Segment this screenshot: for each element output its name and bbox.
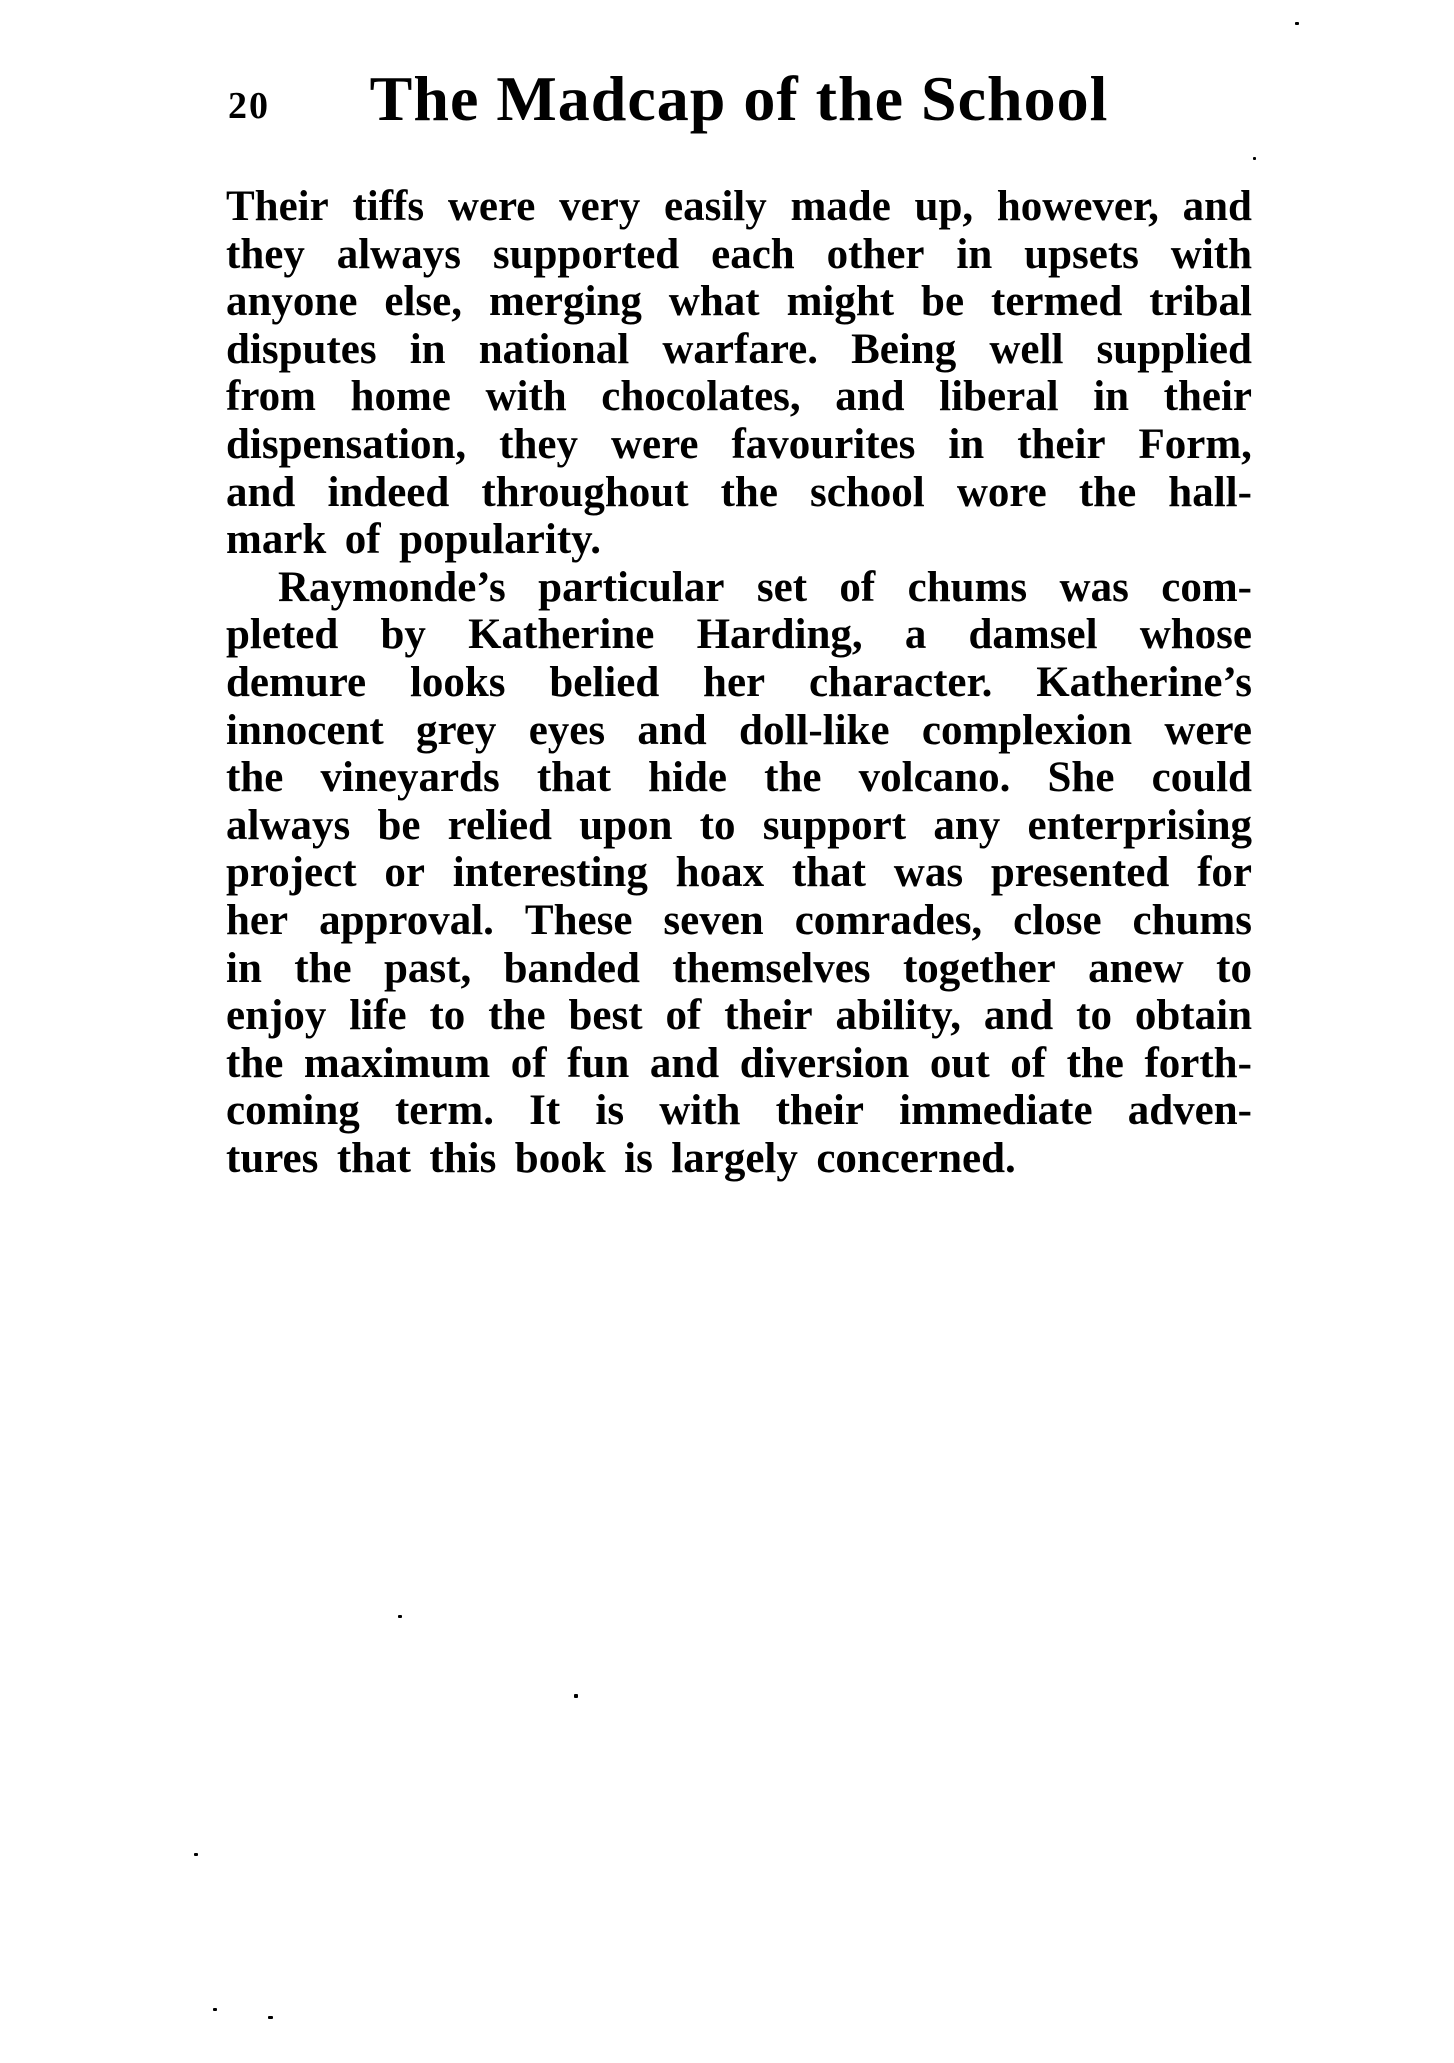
text-line-p2-13: tures that this book is largely concerned. [226, 1134, 1016, 1182]
text-line-p2-12: coming term. It is with their immediate adven- [226, 1087, 1252, 1135]
text-line-p1-4: disputes in national warfare. Being well supplied [226, 325, 1252, 373]
text-line-p1-2: they always supported each other in upsets with [226, 230, 1252, 278]
scan-speck-6 [213, 2008, 217, 2011]
scan-speck-1 [1295, 22, 1299, 25]
text-line-p1-5: from home with chocolates, and liberal in their [226, 373, 1252, 421]
text-line-p2-4: innocent grey eyes and doll-like complexion were [226, 706, 1252, 754]
running-header [226, 58, 1252, 140]
text-line-p1-3: anyone else, merging what might be termed tribal [226, 278, 1252, 326]
running-title: The Madcap of the School [369, 63, 1109, 134]
scan-speck-4 [574, 1694, 578, 1698]
text-line-p1-7: and indeed throughout the school wore the hall- [226, 468, 1252, 516]
text-line-p2-11: the maximum of fun and diversion out of the forth- [226, 1039, 1252, 1087]
scan-speck-3 [398, 1615, 402, 1618]
text-line-p1-6: dispensation, they were favourites in their Form, [226, 420, 1252, 468]
text-line-p2-7: project or interesting hoax that was presented for [226, 849, 1252, 897]
body-text [226, 183, 1252, 1182]
text-line-p2-8: her approval. These seven comrades, close chums [226, 896, 1252, 944]
text-line-p2-6: always be relied upon to support any enterprising [226, 801, 1252, 849]
scan-speck-5 [194, 1853, 198, 1856]
text-line-p2-10: enjoy life to the best of their ability, and to obtain [226, 992, 1252, 1040]
page-number: 20 [228, 85, 270, 127]
text-line-p1-8: mark of popularity. [226, 516, 602, 564]
text-line-p2-2: pleted by Katherine Harding, a damsel whose [226, 611, 1252, 659]
text-line-p2-1: Raymonde’s particular set of chums was com- [278, 563, 1252, 611]
scan-speck-7 [268, 2016, 273, 2019]
text-line-p2-9: in the past, banded themselves together anew to [226, 944, 1252, 992]
text-line-p2-5: the vineyards that hide the volcano. She could [226, 754, 1252, 802]
text-line-p1-1: Their tiffs were very easily made up, however, and [226, 183, 1252, 230]
text-line-p2-3: demure looks belied her character. Katherine’s [226, 658, 1252, 706]
scan-speck-2 [1253, 157, 1256, 160]
